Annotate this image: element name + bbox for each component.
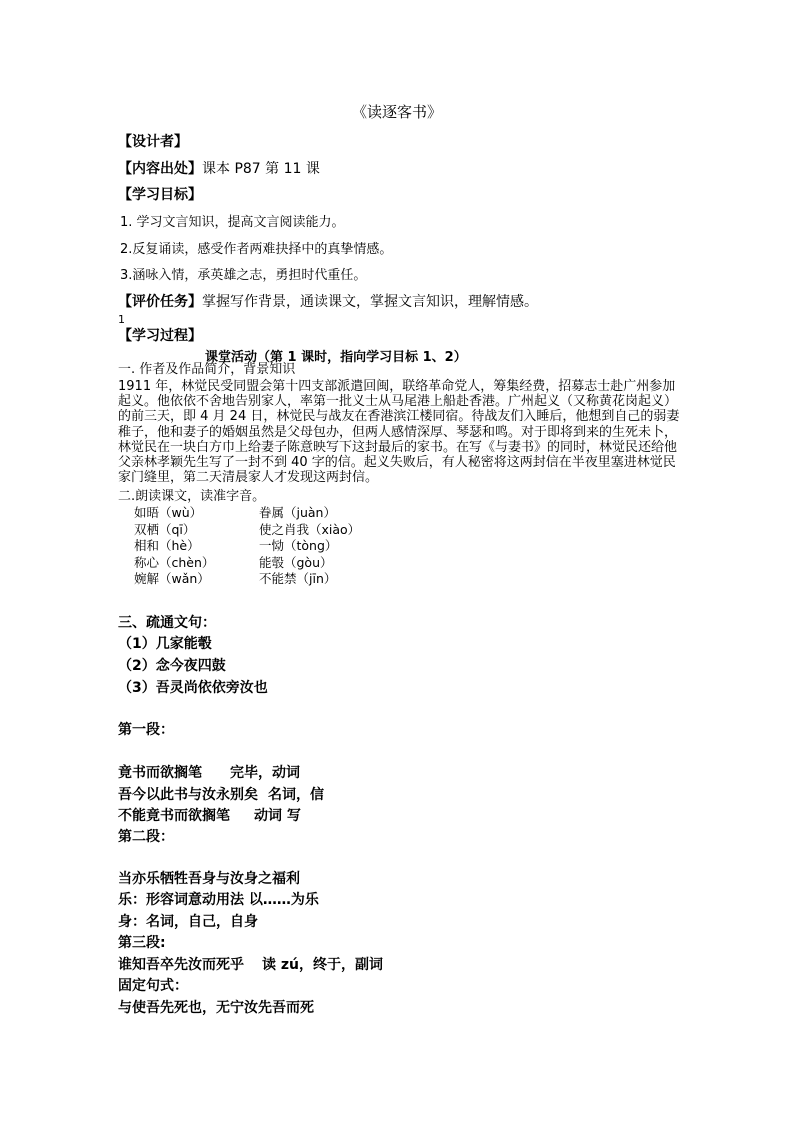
para2-line-1: 当亦乐牺牲吾身与汝身之福利	[118, 871, 300, 887]
sentence-item-1: （1）几家能彀	[118, 636, 212, 652]
phrase: 吾今以此书与汝永别矣	[118, 787, 258, 803]
pinyin-item: 双栖（qī）	[134, 521, 196, 537]
sentence-item-2: （2）念今夜四鼓	[118, 658, 226, 674]
paragraph-3-label: 第三段:	[118, 935, 166, 951]
pinyin-item: 不能禁（jīn）	[259, 571, 337, 587]
designer-heading: 【设计者】	[118, 134, 188, 150]
phrase: 不能竟书而欲搁笔	[118, 808, 230, 824]
pinyin-item: 能彀（gòu）	[259, 554, 333, 570]
task-label: 【评价任务】	[118, 294, 202, 310]
source-text: 课本 P87 第 11 课	[202, 161, 320, 177]
task-text: 掌握写作背景，通读课文，掌握文言知识，理解情感。	[202, 294, 538, 310]
process-heading: 【学习过程】	[118, 328, 202, 344]
goal-3: 3.涵咏入情，承英雄之志，勇担时代重任。	[120, 268, 367, 283]
para1-line-1	[118, 762, 300, 782]
fixed-pattern-line: 与使吾先死也，无宁汝先吾而死	[118, 1000, 314, 1016]
sentence-item-3: （3）吾灵尚依依旁汝也	[118, 680, 268, 696]
pinyin-item: 一恸（tòng）	[259, 538, 338, 554]
task-line	[118, 291, 538, 311]
note: 完毕，动词	[230, 765, 300, 781]
pinyin-item: 使之肖我（xiào）	[259, 521, 361, 537]
page-number: 1	[118, 313, 125, 326]
note: 名词，信	[268, 787, 324, 803]
pinyin-item: 称心（chèn）	[134, 554, 215, 570]
para1-line-3	[118, 805, 301, 825]
paragraph-2-label: 第二段：	[118, 829, 174, 845]
section-3-heading: 三、疏通文句：	[118, 615, 216, 631]
document-title: 《读逐客书》	[351, 103, 442, 121]
pinyin-left-column	[134, 505, 214, 588]
pinyin-right-column	[259, 505, 360, 588]
pinyin-item: 眷属（juàn）	[259, 505, 336, 520]
pinyin-item: 婉解（wǎn）	[134, 571, 210, 587]
pinyin-item: 相和（hè）	[134, 538, 200, 554]
goal-1: 1. 学习文言知识，提高文言阅读能力。	[120, 215, 345, 230]
phrase: 谁知吾卒先汝而死乎	[118, 957, 244, 973]
background-paragraph: 1911 年，林觉民受同盟会第十四支部派遣回闽，联络革命党人，筹集经费，招募志士赴广州参加起义。他依依不舍地告别家人，率第一批义士从马尾港上船赴香港。广州起义（又称黄花岗起义）的前三天，即 4 月 24 日，林觉民与战友在香港滨江楼同宿。待战友们入睡后，他想到自己的弱妻稚子，他和妻子的婚姻虽然是父母包办，但两人感情深厚、琴瑟和鸣。对于即将到来的生死未卜，林觉民在一块白方巾上给妻子陈意映写下这封最后的家书。在写《与妻书》的同时，林觉民还给他父亲林孝颖先生写了一封不到 40 字的信。起义失败后，有人秘密将这两封信在半夜里塞进林觉民家门缝里，第二天清晨家人才发现这两封信。	[118, 379, 680, 486]
section-2-heading: 二.朗读课文，读准字音。	[118, 489, 266, 504]
goal-2: 2.反复诵读，感受作者两难抉择中的真挚情感。	[120, 242, 393, 257]
source-label: 【内容出处】	[118, 161, 202, 177]
note: 动词 写	[254, 808, 301, 824]
section-1-heading: 一. 作者及作品简介，背景知识	[118, 362, 296, 377]
note: 读 zú，终于，副词	[262, 957, 383, 973]
source-line	[118, 158, 320, 178]
para2-line-3: 身：名词，自己，自身	[118, 914, 258, 930]
fixed-pattern-label: 固定句式：	[118, 978, 188, 994]
activity-title: 课堂活动（第 1 课时，指向学习目标 1、2）	[205, 350, 467, 365]
paragraph-1-label: 第一段：	[118, 722, 174, 738]
pinyin-item: 如晤（wù）	[134, 505, 203, 520]
goals-heading: 【学习目标】	[118, 187, 202, 203]
para1-line-2	[118, 784, 324, 804]
para3-line-1	[118, 954, 383, 974]
para2-line-2: 乐：形容词意动用法 以……为乐	[118, 892, 319, 908]
phrase: 竟书而欲搁笔	[118, 765, 202, 781]
